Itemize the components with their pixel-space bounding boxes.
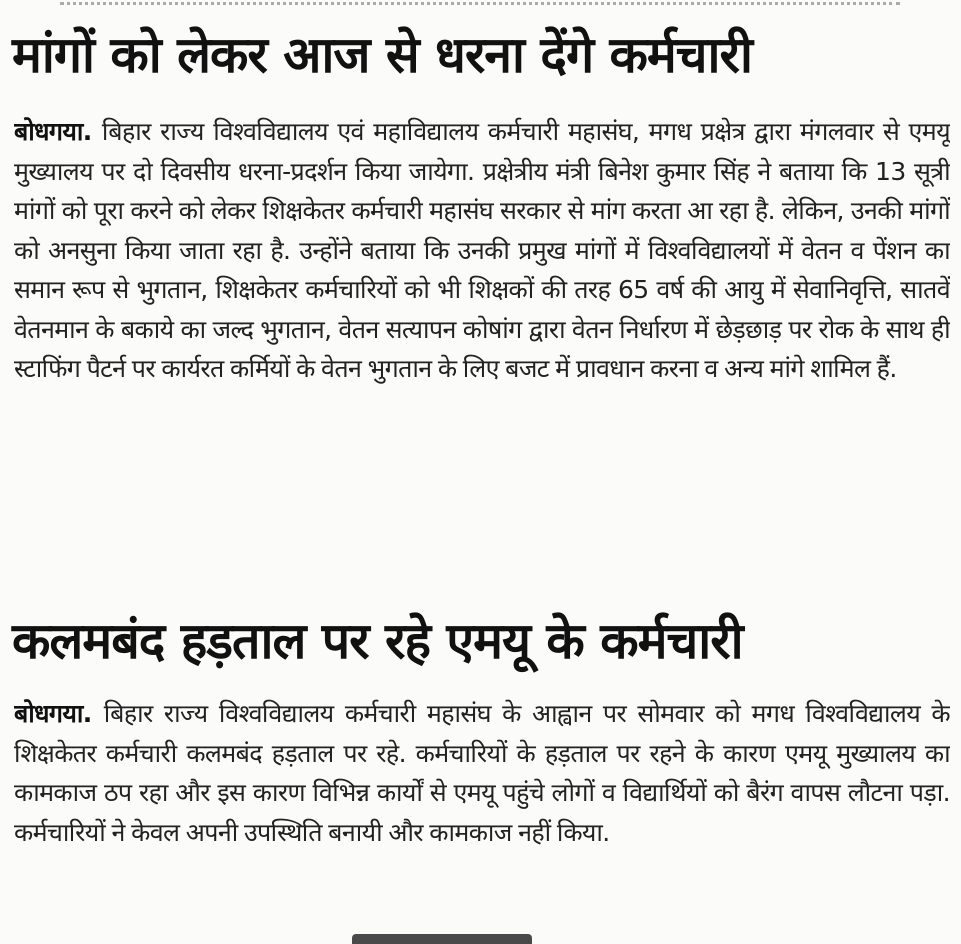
article-1-text: बिहार राज्य विश्वविद्यालय एवं महाविद्यालय कर्मचारी महासंघ, मगध प्रक्षेत्र द्वारा मंगलवार से एमयू मुख्यालय पर दो दिवसीय धरना-प्रदर्शन किया जायेगा. प्रक्षेत्रीय मंत्री बिनेश कुमार सिंह ने बताया कि 13 सूत्री मांगों को पूरा करने को लेकर शिक्षकेतर कर्मचारी महासंघ सरकार से मांग करता आ रहा है. लेकिन, उनकी मांगों को अनसुना किया जाता रहा है. उन्होंने बताया कि उनकी प्रमुख मांगों में विश्वविद्यालयों में वेतन व पेंशन का समान रूप से भुगतान, शिक्षकेतर कर्मचारियों को भी शिक्षकों की तरह 65 वर्ष की आयु में सेवानिवृत्ति, सातवें वेतनमान के बकाये का जल्द भुगतान, वेतन सत्यापन कोषांग द्वारा वेतन निर्धारण में छेड़छाड़ पर रोक के साथ ही स्टाफिंग पैटर्न पर कार्यरत कर्मियों के वेतन भुगतान के लिए बजट में प्रावधान करना व अन्य मांगे शामिल हैं. <box>14 117 950 383</box>
article-2-body <box>14 694 950 932</box>
article-2-headline: कलमबंद हड़ताल पर रहे एमयू के कर्मचारी <box>12 612 743 670</box>
article-1-dateline: बोधगया. <box>14 117 102 146</box>
article-1-headline: मांगों को लेकर आज से धरना देंगे कर्मचारी <box>12 26 752 84</box>
clipped-previous-line <box>0 0 961 8</box>
article-2-text: बिहार राज्य विश्वविद्यालय कर्मचारी महासंघ के आह्वान पर सोमवार को मगध विश्वविद्यालय के शिक्षकेतर कर्मचारी कलमबंद हड़ताल पर रहे. कर्मचारियों के हड़ताल पर रहने के कारण एमयू मुख्यालय का कामकाज ठप रहा और इस कारण विभिन्न कार्यों से एमयू पहुंचे लोगों व विद्यार्थियों को बैरंग वापस लौटना पड़ा. कर्मचारियों ने केवल अपनी उपस्थिति बनायी और कामकाज नहीं किया. <box>14 699 950 847</box>
article-2-dateline: बोधगया. <box>14 699 104 728</box>
clipped-text-remnant <box>60 0 900 5</box>
article-1-body <box>14 112 950 588</box>
image-viewer-handle <box>352 934 532 944</box>
